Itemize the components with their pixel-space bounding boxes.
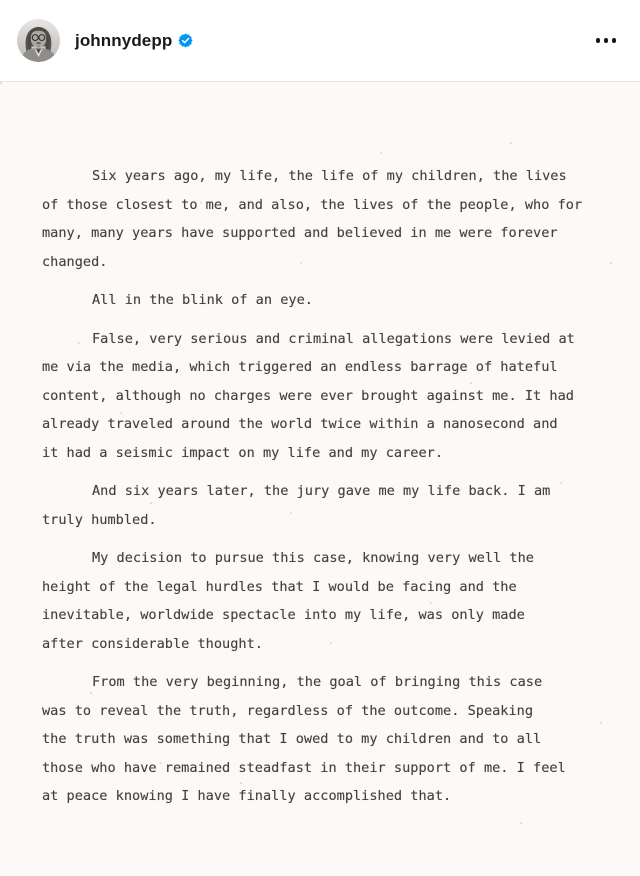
post-header [0,0,640,82]
typewriter-line: changed. [42,253,108,270]
typewriter-line: of those closest to me, and also, the lives of the people, who for [42,196,583,213]
typewriter-line: already traveled around the world twice within a nanosecond and [42,416,558,432]
typewriter-text [0,82,640,811]
typewriter-line: the truth was something that I owed to my children and to all [42,731,542,747]
typewriter-line: at peace knowing I have finally accomplished that. [42,788,452,804]
typewriter-line: False, very serious and criminal allegations were levied at [92,330,575,347]
typewriter-line: All in the blink of an eye. [92,292,313,308]
typewriter-line: inevitable, worldwide spectacle into my life, was only made [42,607,525,623]
typewriter-paragraph [42,544,610,658]
typewriter-line: height of the legal hurdles that I would be facing and the [42,578,517,595]
username-link[interactable]: johnnydepp [75,30,173,50]
typewriter-paragraph [42,477,610,534]
ellipsis-icon [596,38,617,43]
typewriter-line: after considerable thought. [42,635,263,652]
username-row [60,31,594,51]
typewriter-line: many, many years have supported and believed in me were forever [42,225,558,241]
typewriter-line: me via the media, which triggered an endless barrage of hateful [42,359,558,375]
typewriter-line: it had a seismic impact on my life and my career. [42,444,444,461]
typewriter-line: My decision to pursue this case, knowing very well the [92,550,534,566]
typewriter-line: content, although no charges were ever brought against me. It had [42,387,574,404]
post-image[interactable] [0,82,640,876]
verified-badge-icon [178,33,193,48]
profile-avatar[interactable] [17,19,60,62]
more-options-button[interactable] [594,28,619,53]
typewriter-paragraph [42,668,610,811]
typewriter-line: And six years later, the jury gave me my life back. I am [92,483,551,499]
typewriter-line: From the very beginning, the goal of bringing this case [92,674,543,690]
typewriter-line: those who have remained steadfast in their support of me. I feel [42,759,566,776]
typewriter-line: Six years ago, my life, the life of my children, the lives [92,168,567,184]
typewriter-paragraph [42,162,610,276]
profile-photo-icon [17,19,60,62]
typewriter-paragraph [42,286,610,315]
typewriter-paragraph [42,325,610,468]
typewriter-line: truly humbled. [42,511,157,528]
typewriter-line: was to reveal the truth, regardless of the outcome. Speaking [42,702,534,719]
